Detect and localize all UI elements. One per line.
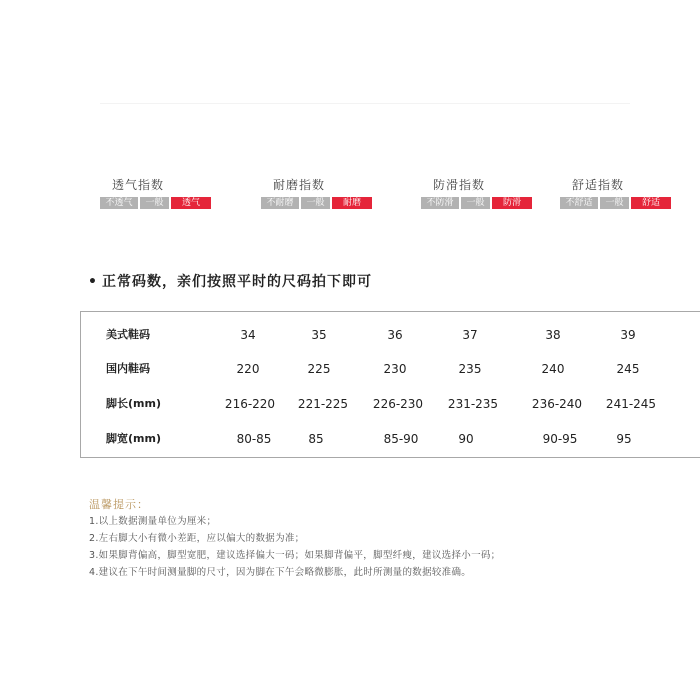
index-level-mid: 一般 (301, 197, 330, 209)
table-row (81, 394, 700, 414)
table-cell: 80-85 (236, 432, 272, 446)
index-level-low: 不耐磨 (261, 197, 299, 209)
index-level-low: 不防滑 (421, 197, 459, 209)
table-cell: 235 (458, 362, 482, 376)
index-scale (421, 197, 541, 209)
tip-item: 1.以上数据测量单位为厘米； (89, 516, 217, 527)
index-level-mid: 一般 (461, 197, 490, 209)
index-level-high: 防滑 (492, 197, 532, 209)
index-block-wear (261, 177, 381, 209)
index-level-mid: 一般 (140, 197, 169, 209)
table-row (81, 359, 700, 379)
index-title: 耐磨指数 (273, 178, 326, 192)
table-cell: 95 (616, 432, 632, 446)
index-block-comfort (560, 177, 680, 209)
table-cell: 225 (307, 362, 331, 376)
index-scale (100, 197, 220, 209)
index-level-low: 不舒适 (560, 197, 598, 209)
tip-item: 3.如果脚背偏高，脚型宽肥，建议选择偏大一码；如果脚背偏平，脚型纤瘦，建议选择小一码； (89, 550, 501, 561)
tip-item: 4.建议在下午时间测量脚的尺寸，因为脚在下午会略微膨胀，此时所测量的数据较准确。 (89, 567, 472, 578)
table-cell: 38 (545, 328, 561, 342)
index-block-slip (421, 177, 541, 209)
table-cell: 221-225 (297, 397, 349, 411)
index-level-low: 不透气 (100, 197, 138, 209)
table-row (81, 325, 700, 345)
table-cell: 216-220 (224, 397, 276, 411)
index-scale (261, 197, 381, 209)
index-scale (560, 197, 680, 209)
size-headline (88, 271, 372, 291)
table-cell: 241-245 (605, 397, 657, 411)
table-cell: 85-90 (383, 432, 419, 446)
table-cell: 90-95 (542, 432, 578, 446)
tip-item: 2.左右脚大小有微小差距，应以偏大的数据为准； (89, 533, 305, 544)
row-label: 美式鞋码 (106, 328, 150, 341)
table-cell: 39 (620, 328, 636, 342)
index-block-breathability (100, 177, 220, 209)
index-level-high: 耐磨 (332, 197, 372, 209)
table-row (81, 429, 700, 449)
row-label: 国内鞋码 (106, 362, 150, 375)
table-cell: 236-240 (531, 397, 583, 411)
row-label: 脚宽(mm) (106, 432, 161, 445)
table-cell: 226-230 (372, 397, 424, 411)
tips-section (89, 497, 500, 581)
table-cell: 90 (458, 432, 474, 446)
index-level-high: 透气 (171, 197, 211, 209)
headline-bullet: • (88, 274, 98, 290)
table-cell: 230 (383, 362, 407, 376)
table-cell: 37 (462, 328, 478, 342)
top-divider (100, 103, 630, 104)
row-label: 脚长(mm) (106, 397, 161, 410)
index-level-mid: 一般 (600, 197, 629, 209)
table-cell: 85 (308, 432, 324, 446)
headline-text: 正常码数，亲们按照平时的尺码拍下即可 (101, 274, 372, 290)
size-table (80, 311, 700, 458)
index-level-high: 舒适 (631, 197, 671, 209)
table-cell: 34 (240, 328, 256, 342)
table-cell: 35 (311, 328, 327, 342)
index-title: 防滑指数 (433, 178, 486, 192)
index-title: 舒适指数 (572, 178, 625, 192)
table-cell: 231-235 (447, 397, 499, 411)
table-cell: 240 (541, 362, 565, 376)
index-title: 透气指数 (112, 178, 165, 192)
tips-title: 温馨提示： (89, 498, 149, 511)
table-cell: 220 (236, 362, 260, 376)
table-cell: 245 (616, 362, 640, 376)
table-cell: 36 (387, 328, 403, 342)
